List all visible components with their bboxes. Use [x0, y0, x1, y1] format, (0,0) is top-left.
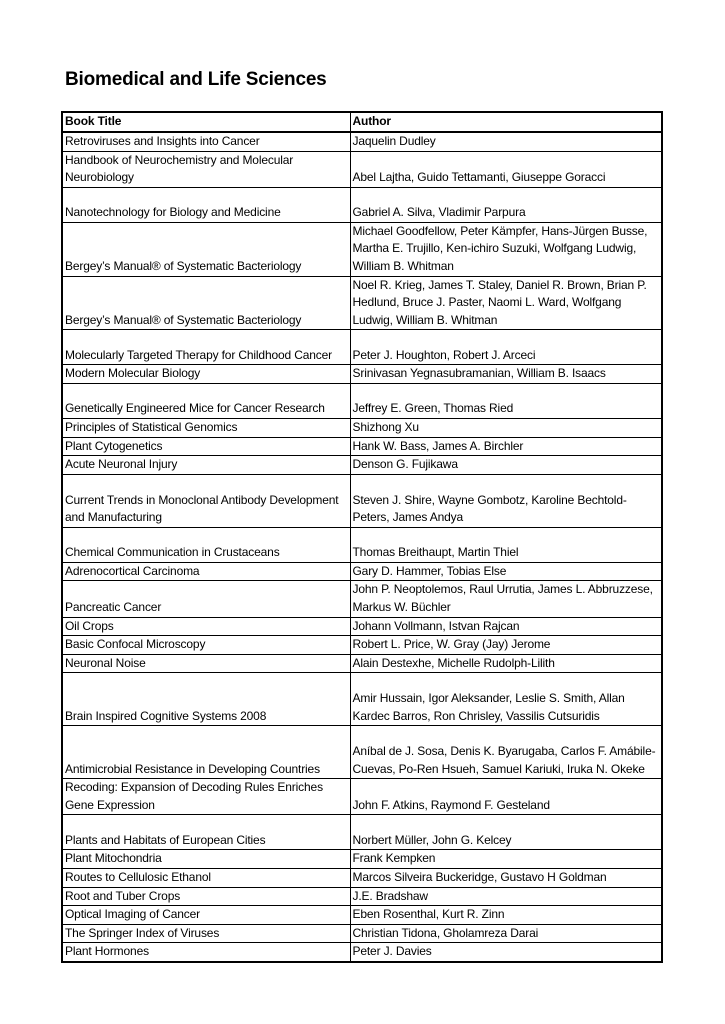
- author-cell: Norbert Müller, John G. Kelcey: [350, 815, 662, 850]
- header-book-title: Book Title: [62, 112, 350, 132]
- book-title-cell: Brain Inspired Cognitive Systems 2008: [62, 673, 350, 726]
- table-row: [62, 906, 662, 925]
- author-cell: Aníbal de J. Sosa, Denis K. Byarugaba, Carlos F. Amábile-Cuevas, Po-Ren Hsueh, Samuel Kariuki, Iruka N. Okeke: [350, 726, 662, 779]
- table-body: [62, 132, 662, 962]
- table-row: [62, 365, 662, 384]
- author-cell: Robert L. Price, W. Gray (Jay) Jerome: [350, 636, 662, 655]
- table-row: [62, 943, 662, 962]
- table-row: [62, 383, 662, 418]
- author-cell: Jeffrey E. Green, Thomas Ried: [350, 383, 662, 418]
- table-row: [62, 330, 662, 365]
- table-row: [62, 187, 662, 222]
- book-title-cell: Handbook of Neurochemistry and Molecular Neurobiology: [62, 151, 350, 187]
- book-title-cell: Chemical Communication in Crustaceans: [62, 527, 350, 562]
- book-title-cell: Retroviruses and Insights into Cancer: [62, 132, 350, 151]
- author-cell: Abel Lajtha, Guido Tettamanti, Giuseppe Goracci: [350, 151, 662, 187]
- book-table: [61, 111, 663, 963]
- book-title-cell: Molecularly Targeted Therapy for Childhood Cancer: [62, 330, 350, 365]
- author-cell: Shizhong Xu: [350, 418, 662, 437]
- author-cell: Noel R. Krieg, James T. Staley, Daniel R. Brown, Brian P. Hedlund, Bruce J. Paster, Naomi L. Ward, Wolfgang Ludwig, William B. Whitman: [350, 276, 662, 330]
- header-author: Author: [350, 112, 662, 132]
- book-title-cell: Nanotechnology for Biology and Medicine: [62, 187, 350, 222]
- author-cell: Srinivasan Yegnasubramanian, William B. Isaacs: [350, 365, 662, 384]
- author-cell: Eben Rosenthal, Kurt R. Zinn: [350, 906, 662, 925]
- book-title-cell: Plant Hormones: [62, 943, 350, 962]
- author-cell: Johann Vollmann, Istvan Rajcan: [350, 617, 662, 636]
- author-cell: Amir Hussain, Igor Aleksander, Leslie S. Smith, Allan Kardec Barros, Ron Chrisley, Vassilis Cutsuridis: [350, 673, 662, 726]
- author-cell: Michael Goodfellow, Peter Kämpfer, Hans-Jürgen Busse, Martha E. Trujillo, Ken-ichiro Suzuki, Wolfgang Ludwig, William B. Whitman: [350, 222, 662, 276]
- table-row: [62, 562, 662, 581]
- table-row: [62, 456, 662, 475]
- book-title-cell: Plant Mitochondria: [62, 850, 350, 869]
- book-title-cell: Plants and Habitats of European Cities: [62, 815, 350, 850]
- table-row: [62, 869, 662, 888]
- table-row: [62, 815, 662, 850]
- book-title-cell: Recoding: Expansion of Decoding Rules Enriches Gene Expression: [62, 779, 350, 815]
- author-cell: Christian Tidona, Gholamreza Darai: [350, 924, 662, 943]
- book-title-cell: Bergey’s Manual® of Systematic Bacteriology: [62, 222, 350, 276]
- table-row: [62, 222, 662, 276]
- author-cell: John F. Atkins, Raymond F. Gesteland: [350, 779, 662, 815]
- author-cell: Thomas Breithaupt, Martin Thiel: [350, 527, 662, 562]
- table-row: [62, 779, 662, 815]
- book-title-cell: Optical Imaging of Cancer: [62, 906, 350, 925]
- book-title-cell: Antimicrobial Resistance in Developing Countries: [62, 726, 350, 779]
- author-cell: Peter J. Houghton, Robert J. Arceci: [350, 330, 662, 365]
- author-cell: Frank Kempken: [350, 850, 662, 869]
- author-cell: Jaquelin Dudley: [350, 132, 662, 151]
- table-row: [62, 617, 662, 636]
- book-title-cell: Neuronal Noise: [62, 654, 350, 673]
- page-title: Biomedical and Life Sciences: [65, 69, 327, 90]
- book-title-cell: The Springer Index of Viruses: [62, 924, 350, 943]
- table-row: [62, 654, 662, 673]
- table-row: [62, 924, 662, 943]
- book-title-cell: Current Trends in Monoclonal Antibody Development and Manufacturing: [62, 474, 350, 527]
- author-cell: John P. Neoptolemos, Raul Urrutia, James L. Abbruzzese, Markus W. Büchler: [350, 581, 662, 617]
- table-row: [62, 581, 662, 617]
- book-title-cell: Pancreatic Cancer: [62, 581, 350, 617]
- author-cell: Steven J. Shire, Wayne Gombotz, Karoline Bechtold-Peters, James Andya: [350, 474, 662, 527]
- book-title-cell: Acute Neuronal Injury: [62, 456, 350, 475]
- author-cell: Marcos Silveira Buckeridge, Gustavo H Goldman: [350, 869, 662, 888]
- book-title-cell: Modern Molecular Biology: [62, 365, 350, 384]
- book-title-cell: Adrenocortical Carcinoma: [62, 562, 350, 581]
- book-title-cell: Basic Confocal Microscopy: [62, 636, 350, 655]
- book-title-cell: Principles of Statistical Genomics: [62, 418, 350, 437]
- table-row: [62, 850, 662, 869]
- table-row: [62, 151, 662, 187]
- table-row: [62, 887, 662, 906]
- table-row: [62, 636, 662, 655]
- table-row: [62, 132, 662, 151]
- author-cell: Hank W. Bass, James A. Birchler: [350, 437, 662, 456]
- author-cell: Denson G. Fujikawa: [350, 456, 662, 475]
- book-title-cell: Plant Cytogenetics: [62, 437, 350, 456]
- table-row: [62, 276, 662, 330]
- table-row: [62, 527, 662, 562]
- book-title-cell: Routes to Cellulosic Ethanol: [62, 869, 350, 888]
- table-header-row: [62, 112, 662, 132]
- table-row: [62, 726, 662, 779]
- table-row: [62, 673, 662, 726]
- author-cell: Gabriel A. Silva, Vladimir Parpura: [350, 187, 662, 222]
- table-row: [62, 418, 662, 437]
- book-title-cell: Oil Crops: [62, 617, 350, 636]
- author-cell: J.E. Bradshaw: [350, 887, 662, 906]
- author-cell: Peter J. Davies: [350, 943, 662, 962]
- author-cell: Gary D. Hammer, Tobias Else: [350, 562, 662, 581]
- book-title-cell: Root and Tuber Crops: [62, 887, 350, 906]
- author-cell: Alain Destexhe, Michelle Rudolph-Lilith: [350, 654, 662, 673]
- book-title-cell: Genetically Engineered Mice for Cancer Research: [62, 383, 350, 418]
- table-row: [62, 437, 662, 456]
- book-title-cell: Bergey’s Manual® of Systematic Bacteriology: [62, 276, 350, 330]
- table-row: [62, 474, 662, 527]
